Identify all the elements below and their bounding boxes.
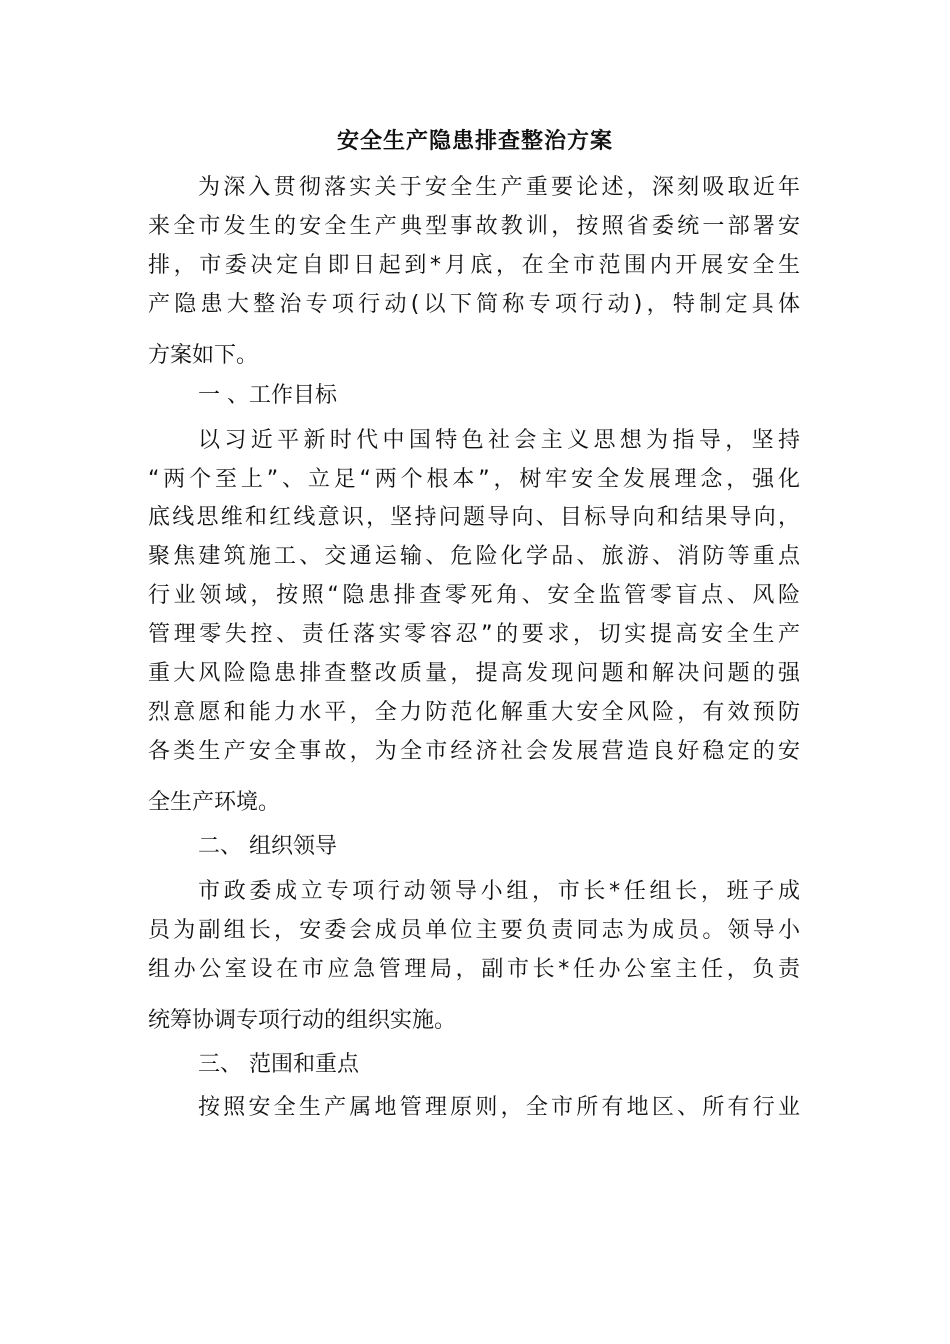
paragraph-line: 全生产环境。 bbox=[148, 790, 281, 815]
paragraph-line: 各类生产安全事故，为全市经济社会发展营造良好稳定的安 bbox=[148, 739, 800, 764]
document-title: 安全生产隐患排查整治方案 bbox=[336, 129, 613, 154]
paragraph-line: 重大风险隐患排查整改质量，提高发现问题和解决问题的强 bbox=[148, 661, 800, 686]
paragraph-line: 为深入贯彻落实关于安全生产重要论述，深刻吸取近年 bbox=[198, 175, 800, 200]
paragraph-line: “两个至上”、立足“两个根本”，树牢安全发展理念，强化 bbox=[148, 467, 800, 492]
paragraph-line: 方案如下。 bbox=[148, 343, 259, 368]
paragraph-line: 组办公室设在市应急管理局，副市长*任办公室主任，负责 bbox=[148, 957, 800, 982]
section-heading: 二、 组织领导 bbox=[198, 834, 337, 859]
paragraph-line: 员为副组长，安委会成员单位主要负责同志为成员。领导小 bbox=[148, 918, 800, 943]
paragraph-line: 烈意愿和能力水平，全力防范化解重大安全风险，有效预防 bbox=[148, 700, 800, 725]
paragraph-line: 以习近平新时代中国特色社会主义思想为指导，坚持 bbox=[198, 428, 800, 453]
paragraph-line: 管理零失控、责任落实零容忍”的要求，切实提高安全生产 bbox=[148, 622, 800, 647]
paragraph-line: 来全市发生的安全生产典型事故教训，按照省委统一部署安 bbox=[148, 214, 800, 239]
paragraph-line: 排，市委决定自即日起到*月底，在全市范围内开展安全生 bbox=[148, 253, 800, 278]
paragraph-line: 市政委成立专项行动领导小组，市长*任组长，班子成 bbox=[198, 879, 800, 904]
paragraph-line: 按照安全生产属地管理原则，全市所有地区、所有行业 bbox=[198, 1095, 800, 1120]
paragraph-line: 统筹协调专项行动的组织实施。 bbox=[148, 1008, 457, 1033]
paragraph-line: 行业领域，按照“隐患排查零死角、安全监管零盲点、风险 bbox=[148, 583, 800, 608]
paragraph-line: 聚焦建筑施工、交通运输、危险化学品、旅游、消防等重点 bbox=[148, 544, 800, 569]
paragraph-line: 底线思维和红线意识，坚持问题导向、目标导向和结果导向， bbox=[148, 505, 800, 530]
section-heading: 一 、工作目标 bbox=[198, 383, 337, 408]
section-heading: 三、 范围和重点 bbox=[198, 1052, 359, 1077]
paragraph-line: 产隐患大整治专项行动(以下简称专项行动)，特制定具体 bbox=[148, 292, 800, 317]
